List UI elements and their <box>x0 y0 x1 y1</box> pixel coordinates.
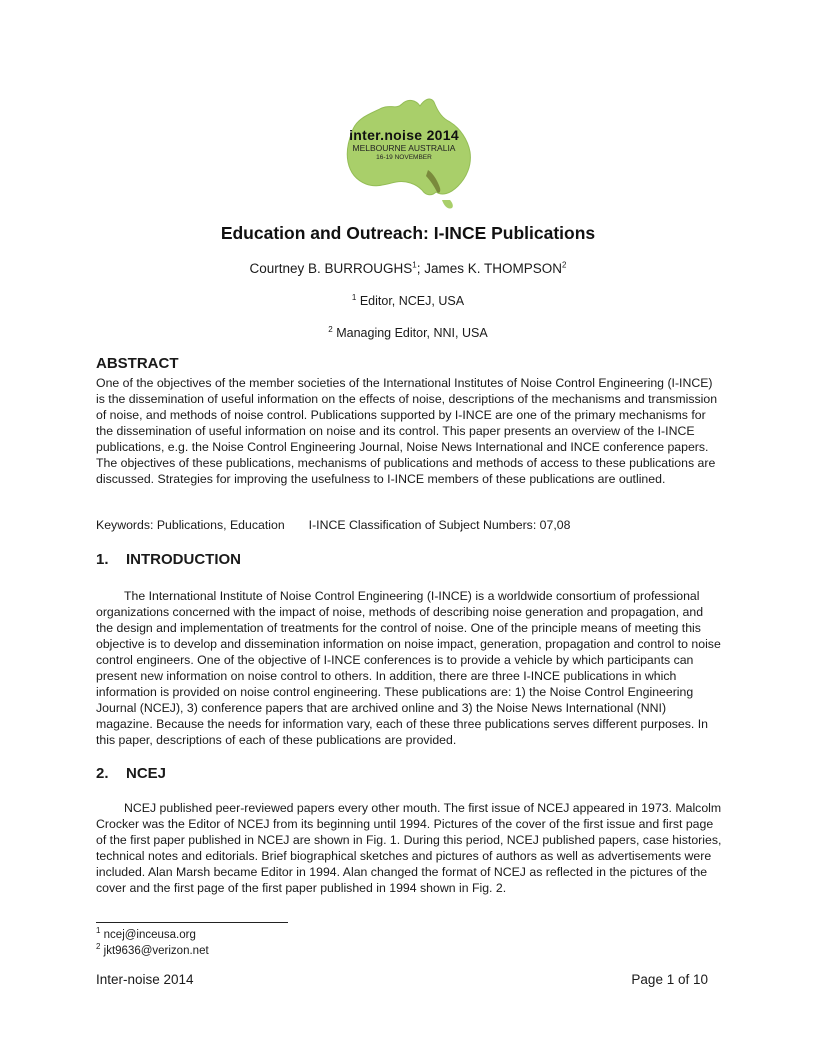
footnote-2-text: jkt9636@verizon.net <box>100 945 209 957</box>
footnote-2-mark: 2 <box>96 942 101 952</box>
section-title: NCEJ <box>126 765 167 782</box>
affiliation-2-text: Managing Editor, NNI, USA <box>332 326 488 340</box>
logo-dates: 16-19 NOVEMBER <box>376 154 432 161</box>
abstract-text: One of the objectives of the member societies of the International Institutes of Noise Control Engineering (I-INCE) is the dissemination of useful information on the effects of noise, descriptions of the mechanisms and transmission of noise, and methods of noise control. Publications supported by I-INCE are one of the primary mechanisms for the dissemination of useful information on noise and its control. This paper presents an overview of the I-INCE publications, e.g. the Noise Control Engineering Journal, Noise News International and INCE conference papers. The objectives of these publications, mechanisms of publications and methods of access to these publications are discussed. Strategies for improving the usefulness to I-INCE members of these publications are outlined. <box>96 376 718 486</box>
footnote-2 <box>96 942 209 957</box>
author-1-name: Courtney B. BURROUGHS <box>249 261 413 276</box>
affiliation-1 <box>0 294 816 308</box>
ncej-text: NCEJ published peer-reviewed papers every other mouth. The first issue of NCEJ appeared in 1973. Malcolm Crocker was the Editor of NCEJ from its beginning until 1994. Pictures of the cover of the first issue and first page of the first paper published in NCEJ are shown in Fig. 1. During this period, NCEJ published papers, case histories, technical notes and editorials. Brief biographical sketches and pictures of authors as well as advertisements were included. Alan Marsh became Editor in 1994. Alan changed the format of NCEJ as reflected in the pictures of the cover and the first page of the first paper published in 1994 shown in Fig. 2. <box>96 801 722 895</box>
footnote-1-text: ncej@inceusa.org <box>100 929 196 941</box>
logo-location: MELBOURNE AUSTRALIA <box>352 143 456 153</box>
affiliation-1-text: Editor, NCEJ, USA <box>356 294 465 308</box>
footer-conference: Inter-noise 2014 <box>96 972 194 987</box>
section-heading-ncej <box>96 765 166 782</box>
author-1-mark: 1 <box>412 260 417 270</box>
footer-page-number: Page 1 of 10 <box>631 972 708 987</box>
section-number: 1. <box>96 551 109 568</box>
keywords-line <box>96 518 570 532</box>
paper-title: Education and Outreach: I-INCE Publications <box>220 223 596 243</box>
section-heading-introduction <box>96 551 241 568</box>
section-number: 2. <box>96 765 109 782</box>
logo-title: inter.noise 2014 <box>349 127 459 143</box>
affiliation-2 <box>0 326 816 340</box>
footnote-1-mark: 1 <box>96 926 101 936</box>
keywords: Keywords: Publications, Education <box>96 518 285 532</box>
author-2-name: James K. THOMPSON <box>424 261 563 276</box>
abstract-heading: ABSTRACT <box>96 355 179 372</box>
introduction-text: The International Institute of Noise Control Engineering (I-INCE) is a worldwide consortium of professional organizations concerned with the impact of noise, methods of describing noise generation and propagation, and the design and implementation of treatments for the control of noise. One of the principle means of meeting this objective is to develop and dissemination information on noise impact, generation, propagation and control to noise control engineers. One of the objective of I-INCE conferences is to provide a vehicle by which participants can present new information on noise control to others. In addition, there are three I-INCE publications in which information is provided on noise control engineering. These publications are: 1) the Noise Control Engineering Journal (NCEJ), 3) conference papers that are archived online and 3) the Noise News International (NNI) magazine. Because the needs for information vary, each of these three publications serves different purposes. In this paper, descriptions of each of these publications are provided. <box>96 589 721 747</box>
affiliation-2-mark: 2 <box>328 324 333 334</box>
section-title: INTRODUCTION <box>126 551 241 568</box>
conference-logo <box>330 92 480 212</box>
author-2-mark: 2 <box>562 260 567 270</box>
footnote-divider <box>96 922 288 923</box>
affiliation-1-mark: 1 <box>351 292 357 302</box>
author-separator: ; <box>416 261 425 276</box>
footnote-1 <box>96 926 196 941</box>
author-line <box>0 261 816 276</box>
subject-classification: I-INCE Classification of Subject Numbers: 07,08 <box>308 518 571 532</box>
